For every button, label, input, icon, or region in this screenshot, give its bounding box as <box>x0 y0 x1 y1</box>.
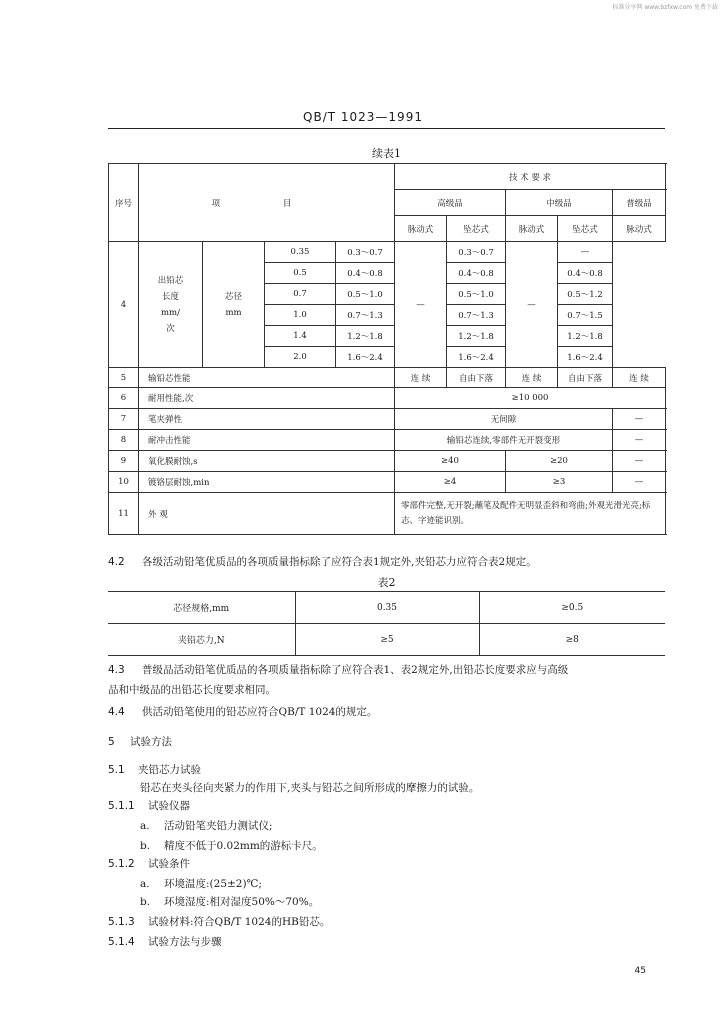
row6-item: 耐用性能,次 <box>139 388 395 409</box>
row4-sublabel: 芯径mm <box>203 242 265 368</box>
list-text: 活动铅笔夹铅力测试仪; <box>164 820 273 832</box>
row7-low: — <box>613 409 666 430</box>
row5-cell: 自由下落 <box>558 368 613 388</box>
row8-item: 耐冲击性能 <box>139 430 395 451</box>
diameter-cell: 0.5 <box>265 263 336 284</box>
clause-5-1-3 <box>108 916 330 929</box>
diameter-cell: 1.4 <box>265 326 336 347</box>
section-5-heading <box>108 736 172 749</box>
type-header: 脉动式 <box>395 216 447 242</box>
mid-drop-dash: — <box>506 242 558 368</box>
row5-cell: 连 续 <box>395 368 447 388</box>
table1-seq-header: 序号 <box>109 164 139 242</box>
diameter-cell: 2.0 <box>265 347 336 368</box>
clause-number: 5.1 <box>108 764 125 776</box>
grade-low-header: 普级品 <box>613 190 666 216</box>
length-low: 0.7～1.5 <box>558 305 613 326</box>
length-high: 1.6～2.4 <box>336 347 395 368</box>
type-header: 坠芯式 <box>447 216 506 242</box>
diameter-cell: 0.7 <box>265 284 336 305</box>
type-header: 脉动式 <box>506 216 558 242</box>
length-mid: 0.5～1.0 <box>447 284 506 305</box>
clause-number: 4.4 <box>108 706 125 718</box>
length-high: 0.7～1.3 <box>336 305 395 326</box>
row9-high: ≥40 <box>395 451 506 472</box>
table1-caption: 续表1 <box>372 147 401 160</box>
clause-title: 试验方法与步骤 <box>148 936 222 948</box>
header-rule <box>108 128 665 129</box>
row5-cell: 连 续 <box>506 368 558 388</box>
row9-item: 氧化膜耐蚀,s <box>139 451 395 472</box>
clause-5-1-4 <box>108 936 222 949</box>
source-watermark: 标准分享网 www.bzfxw.com 免费下载 <box>612 4 718 11</box>
clause-4-2 <box>108 556 537 569</box>
clause-number: 5.1.4 <box>108 936 135 948</box>
row10-seq: 10 <box>109 472 139 493</box>
length-low: 1.2～1.8 <box>558 326 613 347</box>
length-mid: 1.2～1.8 <box>447 326 506 347</box>
list-marker: a. <box>140 820 150 832</box>
clause-number: 5.1.2 <box>108 858 135 870</box>
row7-value: 无间隙 <box>395 409 613 430</box>
length-mid: 0.3～0.7 <box>447 242 506 263</box>
clause-number: 5.1.3 <box>108 916 135 928</box>
clause-title: 夹铅芯力试验 <box>138 764 201 776</box>
grade-high-header: 高级品 <box>395 190 506 216</box>
row5-cell: 连 续 <box>613 368 666 388</box>
row10-item: 镀铬层耐蚀,min <box>139 472 395 493</box>
clause-title: 试验仪器 <box>148 800 190 812</box>
row8-low: — <box>613 430 666 451</box>
clause-title: 试验条件 <box>148 858 190 870</box>
type-header: 脉动式 <box>613 216 666 242</box>
row8-seq: 8 <box>109 430 139 451</box>
list-item <box>140 820 273 833</box>
table2 <box>108 591 665 656</box>
table2-cell: ≥8 <box>479 624 665 656</box>
clause-text: 各级活动铅笔优质品的各项质量指标除了应符合表1规定外,夹铅芯力应符合表2规定。 <box>142 556 537 568</box>
table2-caption: 表2 <box>377 576 396 589</box>
table2-label: 芯径规格,mm <box>108 592 295 624</box>
length-low: 0.5～1.2 <box>558 284 613 305</box>
list-text: 环境温度:(25±2)℃; <box>164 878 262 890</box>
table2-cell: 0.35 <box>295 592 479 624</box>
row9-mid: ≥20 <box>506 451 613 472</box>
section-number: 5 <box>108 736 115 748</box>
row4-label: 出铅芯长度mm/次 <box>139 242 203 368</box>
row5-item: 输铅芯性能 <box>139 368 395 388</box>
row10-mid: ≥3 <box>506 472 613 493</box>
page-number: 45 <box>634 966 646 976</box>
clause-number: 4.3 <box>108 664 125 676</box>
length-low: — <box>558 242 613 263</box>
diameter-cell: 0.35 <box>265 242 336 263</box>
row5-cell: 自由下落 <box>447 368 506 388</box>
length-high: 0.5～1.0 <box>336 284 395 305</box>
length-mid: 0.7～1.3 <box>447 305 506 326</box>
table2-label: 夹铅芯力,N <box>108 624 295 656</box>
table1-item-header: 项 目 <box>139 164 395 242</box>
low-drop-blank <box>613 242 666 368</box>
row6-value: ≥10 000 <box>395 388 666 409</box>
table1-tech-req-header: 技 术 要 求 <box>395 164 666 190</box>
row9-low: — <box>613 451 666 472</box>
list-marker: b. <box>140 840 151 852</box>
row9-seq: 9 <box>109 451 139 472</box>
list-marker: b. <box>140 896 151 908</box>
row11-item: 外 观 <box>139 493 395 535</box>
list-item <box>140 840 323 853</box>
row6-seq: 6 <box>109 388 139 409</box>
clause-number: 5.1.1 <box>108 800 135 812</box>
clause-5-1 <box>108 764 201 777</box>
clause-5-1-1 <box>108 800 190 813</box>
clause-4-3-cont: 品和中级品的出铅芯长度要求相同。 <box>108 684 276 696</box>
standard-code-header: QB/T 1023—1991 <box>303 110 423 124</box>
length-mid: 0.4～0.8 <box>447 263 506 284</box>
row5-seq: 5 <box>109 368 139 388</box>
row7-item: 笔夹弹性 <box>139 409 395 430</box>
length-high: 0.4～0.8 <box>336 263 395 284</box>
clause-5-1-definition: 铅芯在夹头径向夹紧力的作用下,夹头与铅芯之间所形成的摩擦力的试验。 <box>140 782 480 794</box>
row7-seq: 7 <box>109 409 139 430</box>
clause-4-3 <box>108 664 568 677</box>
length-low: 0.4～0.8 <box>558 263 613 284</box>
clause-text: 供活动铅笔使用的铅芯应符合QB/T 1024的规定。 <box>142 706 378 718</box>
row4-seq: 4 <box>109 242 139 368</box>
length-mid: 1.6～2.4 <box>447 347 506 368</box>
length-high: 1.2～1.8 <box>336 326 395 347</box>
clause-text: 试验材料:符合QB/T 1024的HB铅芯。 <box>148 916 331 928</box>
length-low: 1.6～2.4 <box>558 347 613 368</box>
list-item <box>140 878 262 891</box>
list-text: 精度不低于0.02mm的游标卡尺。 <box>164 840 323 852</box>
row11-seq: 11 <box>109 493 139 535</box>
diameter-cell: 1.0 <box>265 305 336 326</box>
high-drop-dash: — <box>395 242 447 368</box>
list-item <box>140 896 319 909</box>
row10-high: ≥4 <box>395 472 506 493</box>
type-header: 坠芯式 <box>558 216 613 242</box>
grade-mid-header: 中级品 <box>506 190 613 216</box>
table2-cell: ≥5 <box>295 624 479 656</box>
clause-4-4 <box>108 706 377 719</box>
list-marker: a. <box>140 878 150 890</box>
row8-value: 输铅芯连续,零部件无开裂变形 <box>395 430 613 451</box>
row10-low: — <box>613 472 666 493</box>
list-text: 环境湿度:相对湿度50%～70%。 <box>164 896 320 908</box>
section-title: 试验方法 <box>130 736 172 748</box>
row11-value: 零部件完整,无开裂;蘸笔及配件无明显歪斜和弯曲;外观光滑光亮;标志、字迹能识别。 <box>395 493 666 535</box>
clause-5-1-2 <box>108 858 190 871</box>
clause-text: 普级品活动铅笔优质品的各项质量指标除了应符合表1、表2规定外,出铅芯长度要求应与高级 <box>142 664 569 676</box>
clause-number: 4.2 <box>108 556 125 568</box>
table1 <box>108 163 666 535</box>
table2-cell: ≥0.5 <box>479 592 665 624</box>
length-high: 0.3～0.7 <box>336 242 395 263</box>
